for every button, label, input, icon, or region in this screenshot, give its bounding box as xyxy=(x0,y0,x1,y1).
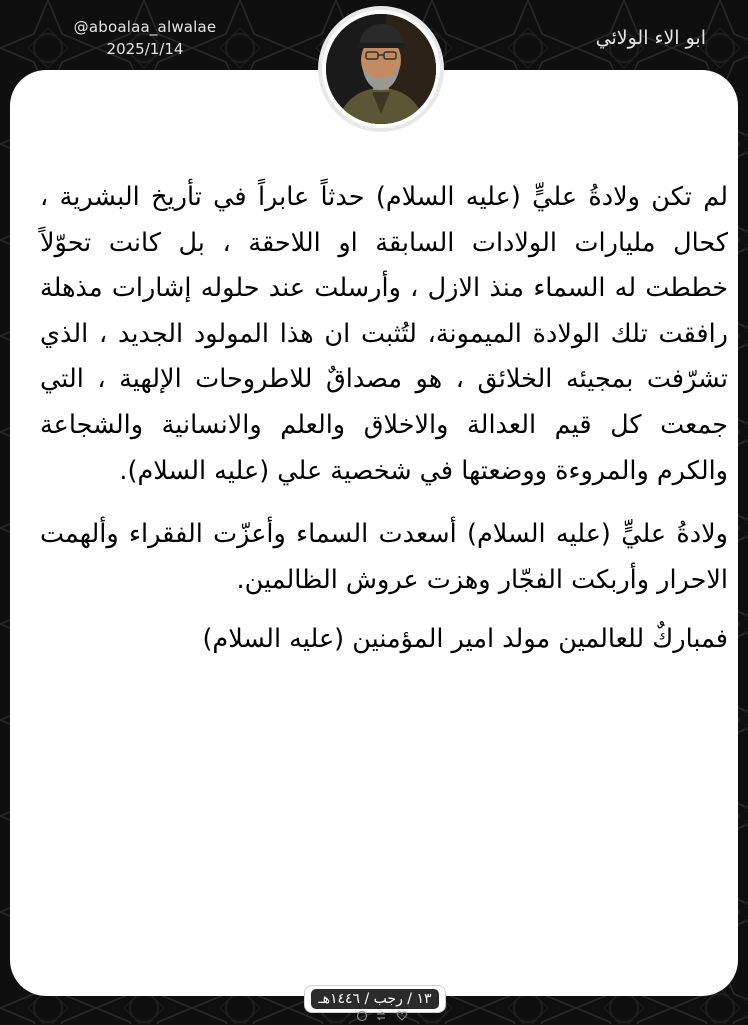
author-handle[interactable]: @aboalaa_alwalae xyxy=(73,18,217,36)
like-icon[interactable] xyxy=(396,1010,408,1025)
post-paragraph-3: فمباركٌ للعالمين مولد امير المؤمنين (عليه السلام) xyxy=(202,624,728,655)
post-paragraph-2: ولادةُ عليٍّ (عليه السلام) أسعدت السماء وأعزّت الفقراء وألهمت الاحرار وأربكت الفجّار وهزت عروش الظالمين. xyxy=(40,519,728,595)
author-name[interactable]: ابو الاء الولائي xyxy=(595,27,706,49)
handle-block xyxy=(70,18,220,58)
post-paragraph-1: لم تكن ولادةُ عليٍّ (عليه السلام) حدثاً عابراً في تأريخ البشرية ، كحال مليارات الولادات السابقة او اللاحقة ، بل كانت تحوّلاً خططت له السماء منذ الازل ، وأرسلت عند حلوله إشارات مذهلة رافقت تلك الولادة الميمونة، لتُثبت ان هذا المولود الجديد ، الذي تشرّفت بمجيئه الخلائق ، هو مصداقٌ للاطروحات الإلهية ، التي جمعت كل قيم العدالة والاخلاق والعلم والانسانية والشجاعة والكرم والمروءة ووضعتها في شخصية علي (عليه السلام). xyxy=(40,182,728,486)
post-text xyxy=(40,175,728,663)
hijri-date-badge xyxy=(304,985,446,1013)
reply-icon[interactable] xyxy=(356,1010,368,1025)
repost-icon[interactable] xyxy=(375,1010,387,1025)
avatar-portrait-icon xyxy=(326,14,436,124)
post-card xyxy=(10,70,738,996)
post-actions xyxy=(0,1010,748,1024)
hijri-date: ١٣ / رجب / ١٤٤٦هـ xyxy=(311,989,439,1009)
post-date: 2025/1/14 xyxy=(106,40,184,58)
author-avatar[interactable] xyxy=(322,10,440,128)
